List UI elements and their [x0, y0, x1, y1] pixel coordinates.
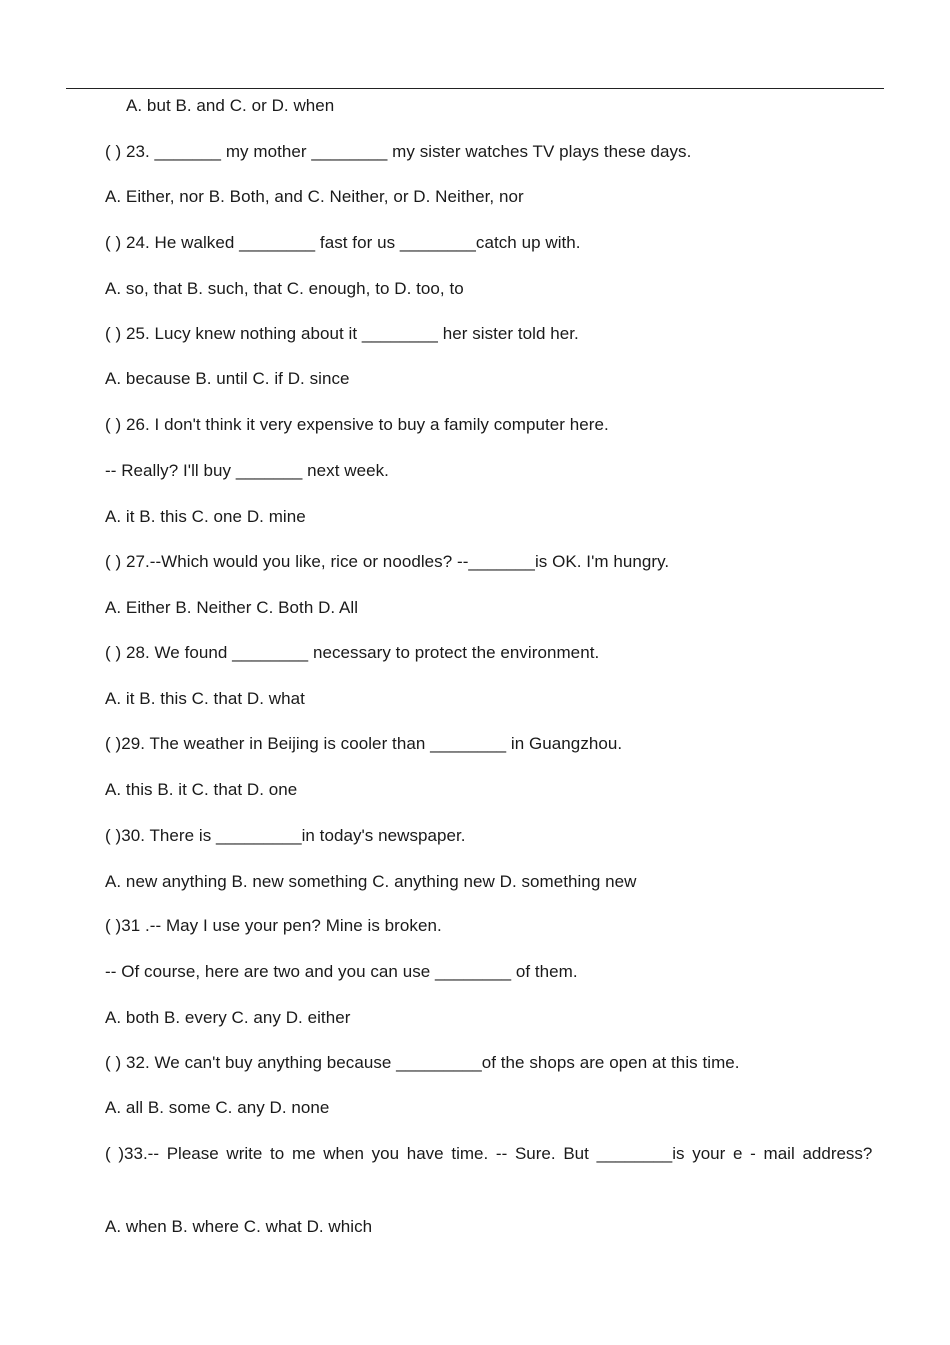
q31-question: ( )31 .-- May I use your pen? Mine is broken. [105, 916, 442, 935]
q29-options: A. this B. it C. that D. one [105, 780, 298, 799]
q31-options: A. both B. every C. any D. either [105, 1008, 351, 1027]
q29-question: ( )29. The weather in Beijing is cooler than ________ in Guangzhou. [105, 734, 623, 753]
q30-question: ( )30. There is _________in today's newspaper. [105, 826, 466, 845]
q25-question: ( ) 25. Lucy knew nothing about it ________ her sister told her. [105, 324, 579, 343]
q31-dialogue: -- Of course, here are two and you can use ________ of them. [105, 962, 578, 981]
q26-question: ( ) 26. I don't think it very expensive to buy a family computer here. [105, 415, 609, 434]
q24-options: A. so, that B. such, that C. enough, to D. too, to [105, 279, 464, 298]
header-rule [66, 88, 884, 89]
q23-question: ( ) 23. _______ my mother ________ my sister watches TV plays these days. [105, 142, 692, 161]
q23-options: A. Either, nor B. Both, and C. Neither, or D. Neither, nor [105, 187, 524, 206]
q26-dialogue: -- Really? I'll buy _______ next week. [105, 461, 389, 480]
q22-options: A. but B. and C. or D. when [126, 96, 335, 115]
q30-options: A. new anything B. new something C. anything new D. something new [105, 872, 637, 891]
q25-options: A. because B. until C. if D. since [105, 369, 350, 388]
q27-options: A. Either B. Neither C. Both D. All [105, 598, 359, 617]
q33-options: A. when B. where C. what D. which [105, 1217, 373, 1236]
q32-question: ( ) 32. We can't buy anything because _________of the shops are open at this time. [105, 1053, 740, 1072]
q28-question: ( ) 28. We found ________ necessary to protect the environment. [105, 643, 600, 662]
q32-options: A. all B. some C. any D. none [105, 1098, 330, 1117]
q26-options: A. it B. this C. one D. mine [105, 507, 306, 526]
q24-question: ( ) 24. He walked ________ fast for us ________catch up with. [105, 233, 581, 252]
q28-options: A. it B. this C. that D. what [105, 689, 305, 708]
q33-question: ( )33.-- Please write to me when you have time. -- Sure. But ________is your e - mail address? [105, 1144, 873, 1163]
q27-question: ( ) 27.--Which would you like, rice or noodles? --_______is OK. I'm hungry. [105, 552, 670, 571]
